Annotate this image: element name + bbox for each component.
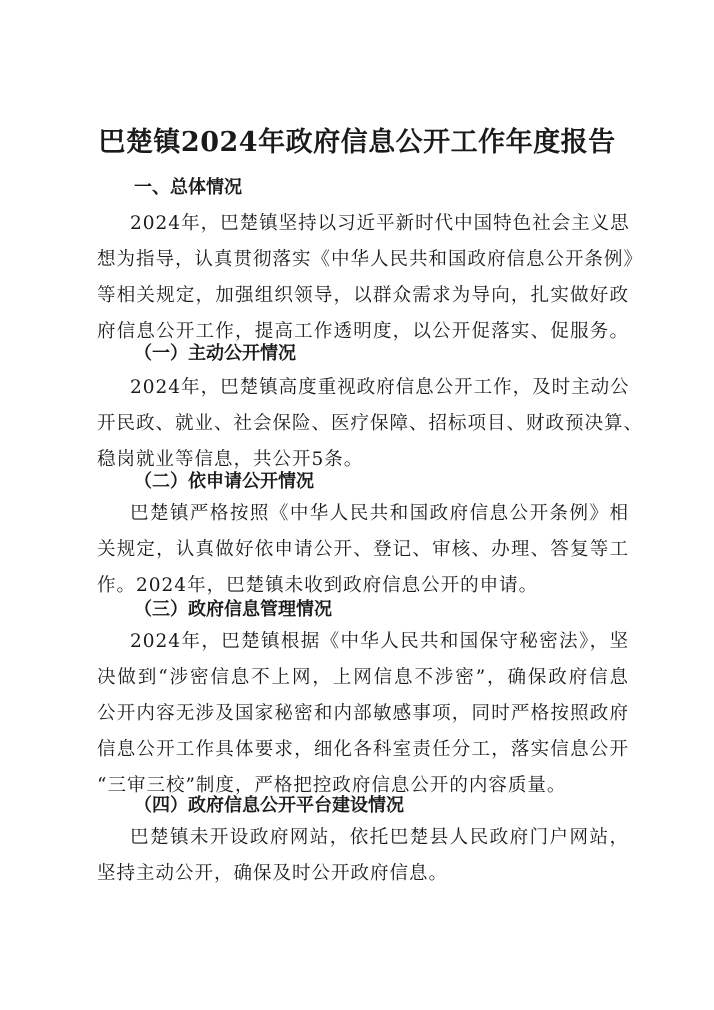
paragraph-line: 巴楚镇严格按照《中华人民共和国政府信息公开条例》相 (130, 503, 629, 524)
document-title: 巴楚镇2024年政府信息公开工作年度报告 (98, 127, 616, 158)
subsection-heading-proactive: （一）主动公开情况 (134, 343, 296, 364)
paragraph-line: 作。2024年，巴楚镇未收到政府信息公开的申请。 (97, 575, 539, 596)
paragraph-line: 稳岗就业等信息，共公开5条。 (97, 449, 364, 470)
paragraph-line: 府信息公开工作，提高工作透明度，以公开促落实、促服务。 (97, 321, 629, 342)
paragraph-line: 2024年，巴楚镇坚持以习近平新时代中国特色社会主义思 (130, 213, 630, 234)
paragraph-line: 开民政、就业、社会保险、医疗保障、招标项目、财政预决算、 (97, 413, 644, 434)
paragraph-line: 公开内容无涉及国家秘密和内部敏感事项，同时严格按照政府 (97, 703, 629, 724)
section-heading-overview: 一、总体情况 (134, 177, 242, 198)
paragraph-platform (97, 820, 629, 892)
paragraph-line: 想为指导，认真贯彻落实《中华人民共和国政府信息公开条例》 (97, 249, 644, 270)
paragraph-line: 2024年，巴楚镇根据《中华人民共和国保守秘密法》，坚 (130, 631, 629, 652)
subsection-heading-on-request: （二）依申请公开情况 (134, 471, 314, 492)
paragraph-line: 决做到“涉密信息不上网，上网信息不涉密”，确保政府信息 (97, 667, 629, 688)
subsection-heading-management: （三）政府信息管理情况 (134, 599, 332, 620)
paragraph-line: 2024年，巴楚镇高度重视政府信息公开工作，及时主动公 (130, 377, 630, 398)
paragraph-line: 关规定，认真做好依申请公开、登记、审核、办理、答复等工 (97, 539, 629, 560)
paragraph-line: 信息公开工作具体要求，细化各科室责任分工，落实信息公开 (97, 739, 629, 760)
paragraph-line: “三审三校”制度，严格把控政府信息公开的内容质量。 (97, 775, 567, 796)
paragraph-overview (97, 206, 644, 350)
paragraph-proactive (97, 370, 644, 478)
paragraph-line: 等相关规定，加强组织领导，以群众需求为导向，扎实做好政 (97, 285, 629, 306)
subsection-heading-platform: （四）政府信息公开平台建设情况 (134, 795, 404, 816)
paragraph-line: 坚持主动公开，确保及时公开政府信息。 (97, 863, 449, 884)
paragraph-management (97, 624, 629, 804)
paragraph-line: 巴楚镇未开设政府网站，依托巴楚县人民政府门户网站， (130, 827, 629, 848)
paragraph-on-request (97, 496, 629, 604)
